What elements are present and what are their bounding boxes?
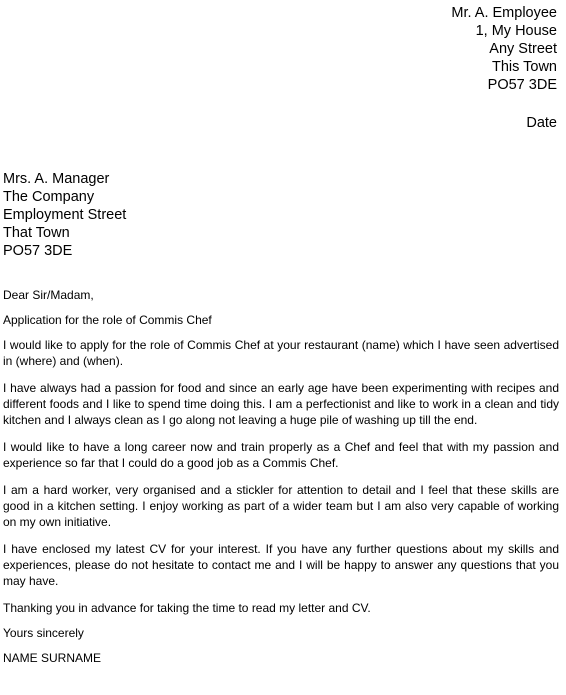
sender-house: 1, My House xyxy=(475,23,557,39)
paragraph-skills: I am a hard worker, very organised and a stickler for attention to detail and I feel that these skills are good in a kitchen setting. I enjoy working as part of a wider team but I am also very capable of working on my own initiative. xyxy=(3,483,559,529)
sender-name: Mr. A. Employee xyxy=(451,5,557,21)
paragraph-cv: I have enclosed my latest CV for your interest. If you have any further questions about my skills and experiences, please do not hesitate to contact me and I will be happy to answer any questions that you may have. xyxy=(3,542,559,588)
recipient-name: Mrs. A. Manager xyxy=(3,171,110,187)
letter-body xyxy=(3,287,559,677)
closing: Yours sincerely xyxy=(3,626,84,640)
sender-town: This Town xyxy=(491,59,557,75)
recipient-street: Employment Street xyxy=(3,207,127,223)
letter-date: Date xyxy=(526,115,557,131)
paragraph-passion: I have always had a passion for food and since an early age have been experimenting with recipes and different foods and I like to spend time doing this. I am a perfectionist and like to work in a clean and tidy kitchen and I always clean as I go along not leaving a huge pile of washing up till the end. xyxy=(3,381,559,427)
paragraph-thanks: Thanking you in advance for taking the time to read my letter and CV. xyxy=(3,601,371,615)
recipient-postcode: PO57 3DE xyxy=(3,243,73,259)
recipient-town: That Town xyxy=(3,225,70,241)
paragraph-career: I would like to have a long career now and train properly as a Chef and feel that with my passion and experience so far that I could do a good job as a Commis Chef. xyxy=(3,440,559,470)
signature-name: NAME SURNAME xyxy=(3,651,102,665)
subject-line: Application for the role of Commis Chef xyxy=(3,313,212,327)
salutation: Dear Sir/Madam, xyxy=(3,288,94,302)
recipient-company: The Company xyxy=(3,189,95,205)
recipient-address xyxy=(3,170,126,260)
sender-address xyxy=(451,4,557,94)
paragraph-intro: I would like to apply for the role of Commis Chef at your restaurant (name) which I have seen advertised in (where) and (when). xyxy=(3,338,559,368)
sender-postcode: PO57 3DE xyxy=(487,77,557,93)
sender-street: Any Street xyxy=(489,41,557,57)
